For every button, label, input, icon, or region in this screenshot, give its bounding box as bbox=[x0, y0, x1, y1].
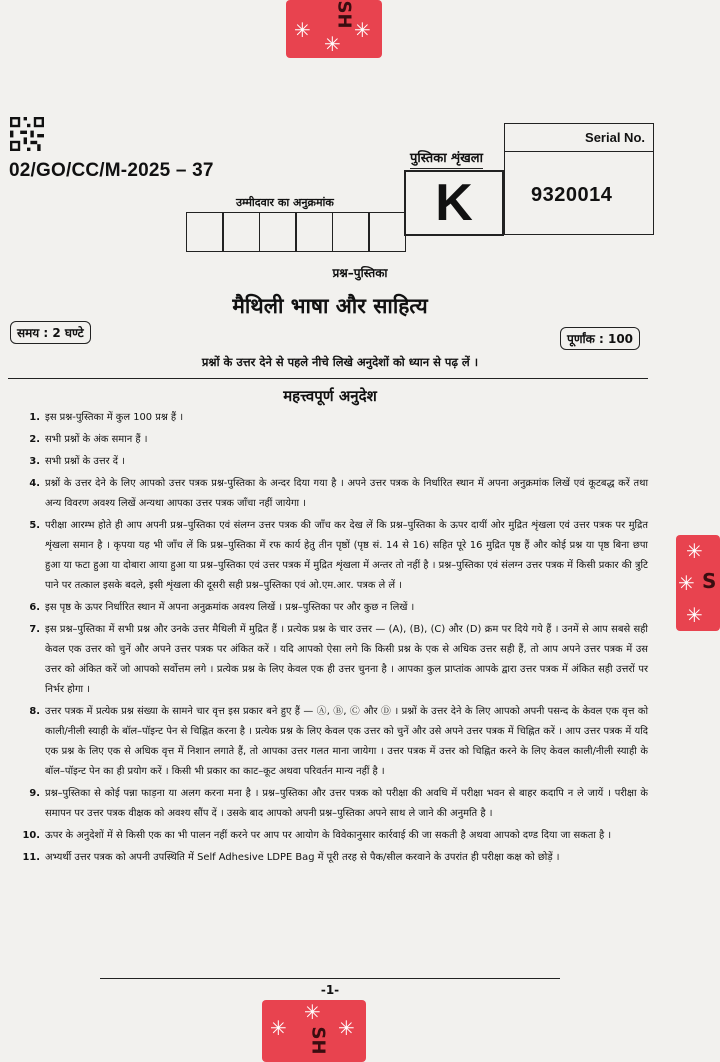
instruction-item: 2. सभी प्रश्नों के अंक समान हैं । bbox=[29, 434, 148, 445]
asterisk-icon: ✳ bbox=[678, 571, 695, 595]
instructions-heading: महत्त्वपूर्ण अनुदेश bbox=[283, 387, 377, 405]
series-letter: K bbox=[404, 170, 504, 236]
instruction-item: 8. उत्तर पत्रक में प्रत्येक प्रश्न संख्या के सामने चार वृत्त इस प्रकार बने हुए हैं — Ⓐ, Ⓑ, Ⓒ और Ⓓ । प्रश्नों के उत्तर देने के लिए आपको अपनी पसन्द के केवल एक वृत्त को काली/नीली स्याही के बॉल–पॉइन्ट पेन से चिह्नित करना है । प्रत्येक प्रश्न के लिए केवल एक उत्तर को चुनें और उसे अपने उत्तर पत्रक में चिह्नित करें । आप उत्तर पत्रक में यदि एक प्रश्न के लिए एक से अधिक वृत्त में निशान लगाते हैं, तो आपका उत्तर गलत माना जायेगा । उत्तर पत्रक में उत्तर को चिह्नित करने के लिए केवल काली/नीली स्याही के बॉल–पॉइन्ट पेन का ही प्रयोग करें । किसी भी प्रकार का काट–कूट अथवा परिवर्तन मान्य नहीं है । bbox=[29, 706, 648, 777]
instruction-item: 9. प्रश्न–पुस्तिका से कोई पन्ना फाड़ना या अलग करना मना है । प्रश्न–पुस्तिका और उत्तर पत्रक को परीक्षा की अवधि में परीक्षा भवन से बाहर कदापि न ले जायें । परीक्षा के समापन पर उत्तर पत्रक वीक्षक को अवश्य सौंप दें । उसके बाद आपको अपनी प्रश्न–पुस्तिका अपने साथ ले जाने की अनुमति है । bbox=[29, 788, 648, 819]
page-number: -1- bbox=[320, 983, 340, 997]
asterisk-icon: ✳ bbox=[338, 1016, 355, 1040]
instruction-item: 5. परीक्षा आरम्भ होते ही आप अपनी प्रश्न–पुस्तिका एवं संलग्न उत्तर पत्रक की जाँच कर देख लें कि प्रश्न–पुस्तिका के ऊपर दायीं ओर मुद्रित शृंखला एवं उत्तर पत्रक पर मुद्रित शृंखला समान है । कृपया यह भी जाँच लें कि प्रश्न–पुस्तिका में रफ कार्य हेतु तीन पृष्ठों (पृष्ठ सं. 14 से 16) सहित पूरे 16 मुद्रित पृष्ठ हैं और कोई प्रश्न या पृष्ठ बिना छपा हुआ या फटा हुआ या दोबारा आया हुआ या प्रश्न–पुस्तिका एवं उत्तर पत्रक में मुद्रित शृंखला में अन्तर तो नहीं है । प्रश्न–पुस्तिका एवं संलग्न उत्तर पत्रक में किसी प्रकार की त्रुटि पाने पर तत्काल इसके बदले, इसी शृंखला की दूसरी सही प्रश्न–पुस्तिका एवं ओ.एम.आर. पत्रक ले लें । bbox=[29, 520, 648, 591]
qr-code bbox=[10, 117, 44, 151]
seal-text-bottom: SH bbox=[307, 1026, 329, 1055]
asterisk-icon: ✳ bbox=[304, 1000, 321, 1024]
roll-number-label: उम्मीदवार का अनुक्रमांक bbox=[236, 196, 334, 209]
roll-digit-box bbox=[368, 212, 406, 252]
footer-divider bbox=[100, 978, 560, 979]
instruction-item: 11. अभ्यर्थी उत्तर पत्रक को अपनी उपस्थिति में Self Adhesive LDPE Bag में पूरी तरह से पैक/सील करवाने के उपरांत ही परीक्षा कक्ष को छोड़ें । bbox=[22, 852, 560, 863]
booklet-label: प्रश्न–पुस्तिका bbox=[332, 266, 388, 280]
seal-sticker-bottom bbox=[262, 1000, 366, 1062]
roll-digit-box bbox=[332, 212, 370, 252]
asterisk-icon: ✳ bbox=[686, 603, 703, 627]
seal-text-right: S bbox=[702, 569, 717, 593]
asterisk-icon: ✳ bbox=[354, 18, 371, 42]
instruction-item: 6. इस पृष्ठ के ऊपर निर्धारित स्थान में अपना अनुक्रमांक अवश्य लिखें । प्रश्न–पुस्तिका पर और कुछ न लिखें । bbox=[29, 602, 415, 613]
instructions-list bbox=[20, 408, 648, 870]
divider bbox=[8, 378, 648, 379]
paper-code: 02/GO/CC/M-2025 – 37 bbox=[9, 160, 214, 181]
asterisk-icon: ✳ bbox=[324, 32, 341, 56]
read-instructions-note: प्रश्नों के उत्तर देने से पहले नीचे लिखे अनुदेशों को ध्यान से पढ़ लें । bbox=[201, 355, 479, 369]
asterisk-icon: ✳ bbox=[270, 1016, 287, 1040]
serial-number-box bbox=[504, 123, 654, 235]
roll-number-boxes bbox=[187, 212, 406, 252]
series-label: पुस्तिका शृंखला bbox=[410, 148, 483, 169]
subject-title: मैथिली भाषा और साहित्य bbox=[232, 294, 428, 318]
asterisk-icon: ✳ bbox=[294, 18, 311, 42]
instruction-item: 3. सभी प्रश्नों के उत्तर दें । bbox=[29, 456, 125, 467]
asterisk-icon: ✳ bbox=[686, 539, 703, 563]
roll-digit-box bbox=[295, 212, 333, 252]
time-badge: समय : 2 घण्टे bbox=[10, 321, 91, 344]
instruction-item: 4. प्रश्नों के उत्तर देने के लिए आपको उत्तर पत्रक प्रश्न-पुस्तिका के अन्दर दिया गया है । अपने उत्तर पत्रक के निर्धारित स्थान में अपना अनुक्रमांक लिखें एवं कूटबद्ध करें तथा अन्य विवरण अवश्य लिखें अन्यथा आपका उत्तर पत्रक जाँचा नहीं जायेगा । bbox=[29, 478, 648, 509]
roll-digit-box bbox=[186, 212, 224, 252]
instruction-item: 7. इस प्रश्न–पुस्तिका में सभी प्रश्न और उनके उत्तर मैथिली में मुद्रित हैं । प्रत्येक प्रश्न के चार उत्तर — (A), (B), (C) और (D) क्रम पर दिये गये हैं । उनमें से आप सबसे सही केवल एक उत्तर को चुनें और अपने उत्तर पत्रक पर अंकित करें । यदि आपको ऐसा लगे कि किसी प्रश्न के एक से अधिक उत्तर सही हैं, तो आप अपने उत्तर पत्रक में उस उत्तर को अंकित करें जो आपको सर्वोत्तम लगे । प्रत्येक प्रश्न के लिए केवल एक ही उत्तर चुनना है । आपका कुल प्राप्तांक आपके द्वारा उत्तर पत्रक में अंकित सही उत्तरों पर निर्भर होगा । bbox=[29, 624, 648, 695]
serial-label: Serial No. bbox=[505, 124, 653, 152]
serial-number: 9320014 bbox=[531, 184, 613, 206]
seal-sticker-top bbox=[286, 0, 382, 58]
seal-sticker-right bbox=[676, 535, 720, 631]
seal-text-top: SH bbox=[333, 0, 355, 29]
marks-badge: पूर्णांक : 100 bbox=[560, 327, 640, 350]
roll-digit-box bbox=[259, 212, 297, 252]
instruction-item: 1. इस प्रश्न-पुस्तिका में कुल 100 प्रश्न हैं । bbox=[29, 412, 184, 423]
roll-digit-box bbox=[222, 212, 260, 252]
instruction-item: 10. ऊपर के अनुदेशों में से किसी एक का भी पालन नहीं करने पर आप पर आयोग के विवेकानुसार कार्रवाई की जा सकती है अथवा आपको दण्ड दिया जा सकता है । bbox=[22, 830, 612, 841]
